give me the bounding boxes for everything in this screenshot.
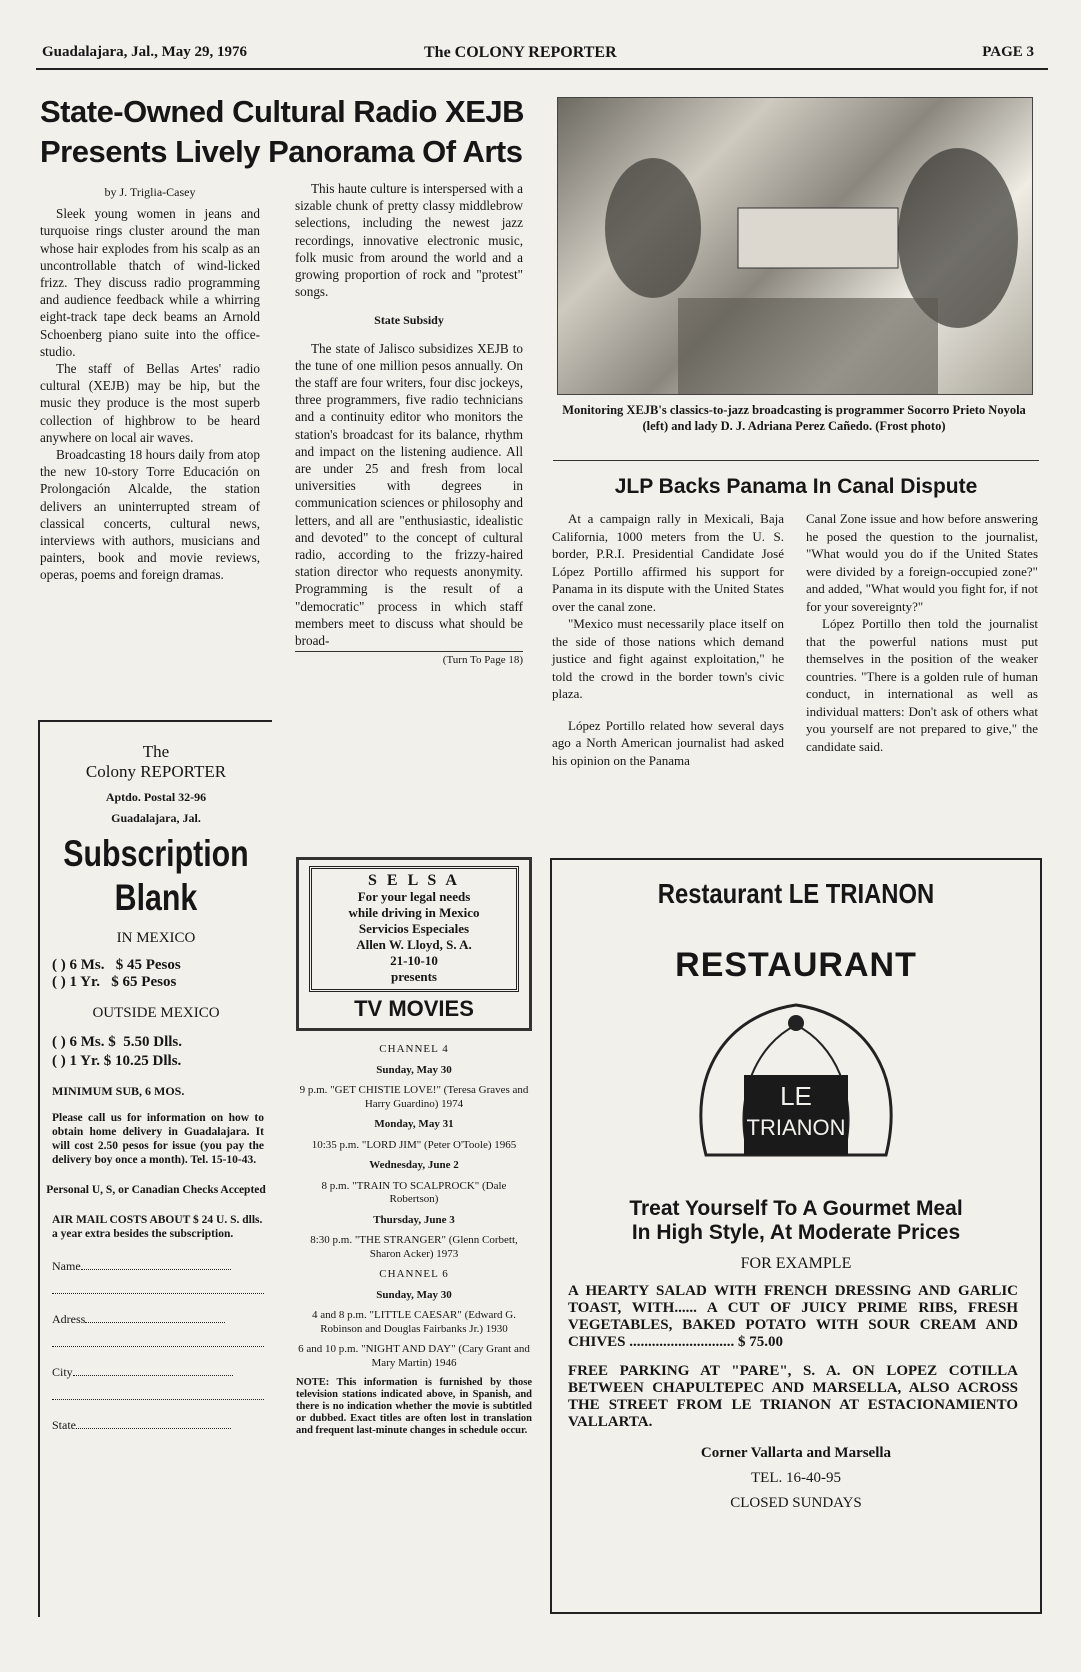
jlp-paragraph: At a campaign rally in Mexicali, Baja California, 1000 meters from the U. S. border, P.R.I. Presidential Candidate José López Portillo affirmed his support for Panama in its dispute with the United States over the canal zone. <box>552 511 784 614</box>
article-subhead: State Subsidy <box>374 313 444 328</box>
subscription-blank <box>38 720 272 1617</box>
divider <box>553 460 1039 461</box>
peacock-icon <box>666 985 926 1175</box>
sub-the: The <box>142 742 170 761</box>
restaurant-hours: CLOSED SUNDAYS <box>730 1495 862 1511</box>
article-headline: State-Owned Cultural Radio XEJB Presents Lively Panorama Of Arts <box>40 94 525 169</box>
selsa-title: S E L S A <box>368 872 460 889</box>
sub-name-line-2[interactable] <box>52 1292 264 1294</box>
sub-outside-mexico: OUTSIDE MEXICO <box>92 1005 220 1021</box>
jlp-paragraph: López Portillo then told the journalist that the powerful nations must put themselves in the position of the weaker countries. "There is a golden rule of human conduct, in international as well as individual matters: Don't ask of others what you yourself are not prepared to give," the candidate said. <box>806 616 1038 754</box>
article-photo <box>557 97 1033 395</box>
tv-date: Monday, May 31 <box>374 1118 454 1130</box>
sub-minimum: MINIMUM SUB, 6 MOS. <box>52 1084 185 1098</box>
tv-movie: 8:30 p.m. "THE STRANGER" (Glenn Corbett, Sharon Acker) 1973 <box>310 1234 518 1260</box>
article-paragraph: The staff of Bellas Artes' radio cultural (XEJB) may be hip, but the music they produce is the most superb collection of highbrow to be heard anywhere on local air waves. <box>40 361 260 445</box>
sub-paper-name: Colony REPORTER <box>85 762 227 781</box>
selsa-frame <box>296 857 532 1031</box>
sub-city-line-2[interactable] <box>52 1398 264 1400</box>
sub-state-field[interactable] <box>52 1418 264 1433</box>
tv-date: Thursday, June 3 <box>373 1213 455 1226</box>
sub-name-field[interactable] <box>52 1259 264 1274</box>
tv-date: Wednesday, June 2 <box>369 1159 459 1171</box>
sub-delivery-info: Please call us for information on how to obtain home delivery in Guadalajara. It will cost 2.50 pesos for issue (you pay the delivery boy once a month). Tel. 15-10-43. <box>52 1112 264 1166</box>
article-jump-line: (Turn To Page 18) <box>295 651 523 669</box>
sub-option-6m-intl[interactable]: ( ) 6 Ms. $ 5.50 Dlls. <box>52 1034 182 1050</box>
tv-channel: CHANNEL 6 <box>379 1268 449 1280</box>
article-column-1 <box>40 184 260 584</box>
page-header <box>36 42 1048 70</box>
selsa-line: For your legal needs <box>357 889 471 904</box>
tv-movie: 6 and 10 p.m. "NIGHT AND DAY" (Cary Grant and Mary Martin) 1946 <box>298 1343 530 1369</box>
tv-movies-ad <box>296 857 532 1607</box>
tv-date: Sunday, May 30 <box>376 1063 452 1076</box>
restaurant-name: Restaurant LE TRIANON <box>657 878 935 909</box>
sub-address-line-2[interactable] <box>52 1345 264 1347</box>
sub-airmail: AIR MAIL COSTS ABOUT $ 24 U. S. dlls. a year extra besides the subscription. <box>52 1214 263 1240</box>
photo-caption: Monitoring XEJB's classics-to-jazz broadcasting is programmer Socorro Prieto Noyola (left) and lady D. J. Adriana Perez Cañedo. (Frost photo) <box>562 403 1026 433</box>
tv-channel: CHANNEL 4 <box>379 1043 449 1055</box>
peacock-logo <box>666 985 926 1175</box>
sub-option-1y-intl[interactable]: ( ) 1 Yr. $ 10.25 Dlls. <box>52 1053 182 1069</box>
article-paragraph: This haute culture is interspersed with a sizable chunk of pretty classy middlebrow selections, including the newest jazz recordings, innovative electronic music, folk music from around the world and a growing proportion of rock and "protest" songs. <box>295 181 523 300</box>
jlp-paragraph: "Mexico must necessarily place itself on the side of those nations which demand justice and fight against exploitation," he told the crowd in the border town's civic plaza. <box>552 616 784 701</box>
person-left-silhouette <box>605 158 701 298</box>
selsa-line: Servicios Especiales <box>358 921 470 936</box>
sub-city: Guadalajara, Jal. <box>111 811 201 825</box>
selsa-line: while driving in Mexico <box>348 905 480 920</box>
logo-le: LE <box>780 1081 812 1111</box>
restaurant-example: FOR EXAMPLE <box>740 1255 852 1272</box>
sub-in-mexico: IN MEXICO <box>116 930 196 946</box>
selsa-line: Allen W. Lloyd, S. A. <box>356 937 472 952</box>
desk <box>678 298 938 394</box>
sub-title: Subscription Blank <box>63 833 249 918</box>
restaurant-ad <box>550 858 1042 1614</box>
sub-address-field[interactable] <box>52 1312 264 1327</box>
sub-city-field[interactable] <box>52 1365 264 1380</box>
sub-option-1y-mx[interactable]: ( ) 1 Yr. $ 65 Pesos <box>52 974 177 990</box>
logo-trianon: TRIANON <box>746 1115 846 1140</box>
restaurant-menu: A HEARTY SALAD WITH FRENCH DRESSING AND GARLIC TOAST, WITH...... A CUT OF JUICY PRIME RIBS, FRESH VEGETABLES, BAKED POTATO WITH SOUR CREAM AND CHIVES ............................ $ 75.00 <box>568 1283 1018 1350</box>
article-paragraph: Broadcasting 18 hours daily from atop the new 10-story Torre Educación on Prolongación Alcalde, the station delivers an uninterrupted stream of classical concerts, cultural news, interviews with authors, musicians and painters, book and movie reviews, operas, poems and foreign dramas. <box>40 447 260 583</box>
restaurant-tagline-1: Treat Yourself To A Gourmet Meal <box>629 1197 963 1220</box>
tv-listings <box>296 1043 532 1437</box>
jlp-paragraph: López Portillo related how several days ago a North American journalist had asked his opinion on the Panama <box>552 717 784 768</box>
jlp-headline: JLP Backs Panama In Canal Dispute <box>614 475 978 498</box>
article-paragraph: Sleek young women in jeans and turquoise rings cluster around the man whose hair explodes from his scalp as an uncontrollable thatch of wind-licked frizz. They discuss radio programming and audience feedback while a whirring eight-track tape deck beams an Arnold Schoenberg piano suite into the office-studio. <box>40 206 260 359</box>
restaurant-parking: FREE PARKING AT "PARE", S. A. ON LOPEZ COTILLA BETWEEN CHAPULTEPEC AND MARSELLA, ALSO ACROSS THE STREET FROM LE TRIANON AT ESTACIONAMIENTO VALLARTA. <box>568 1363 1018 1430</box>
restaurant-location: Corner Vallarta and Marsella <box>700 1445 892 1461</box>
jlp-column-2 <box>806 510 1038 755</box>
selsa-sponsor-box <box>309 866 519 992</box>
tv-movie: 4 and 8 p.m. "LITTLE CAESAR" (Edward G. Robinson and Douglas Fairbanks Jr.) 1930 <box>312 1309 516 1335</box>
article-column-2 <box>295 180 523 669</box>
jlp-column-1 <box>552 510 784 769</box>
header-page-number: PAGE 3 <box>982 44 1034 60</box>
article-byline: by J. Triglia-Casey <box>104 185 196 199</box>
logo-restaurant-word: RESTAURANT <box>675 946 917 984</box>
sub-city-label: City <box>52 1365 73 1379</box>
sub-checks: Personal U, S, or Canadian Checks Accepted <box>46 1184 266 1196</box>
header-date: Guadalajara, Jal., May 29, 1976 <box>42 44 247 60</box>
restaurant-phone: TEL. 16-40-95 <box>751 1470 841 1486</box>
sub-name-label: Name <box>52 1259 81 1273</box>
sub-option-6m-mx[interactable]: ( ) 6 Ms. $ 45 Pesos <box>52 957 181 973</box>
selsa-line: presents <box>391 969 437 984</box>
photo-illustration <box>558 98 1032 394</box>
tv-movie: 8 p.m. "TRAIN TO SCALPROCK" (Dale Robertson) <box>321 1179 507 1205</box>
mixing-console <box>738 208 898 268</box>
tv-date: Sunday, May 30 <box>376 1288 452 1301</box>
tv-movie: 9 p.m. "GET CHISTIE LOVE!" (Teresa Graves and Harry Guardino) 1974 <box>299 1084 529 1110</box>
sub-state-label: State <box>52 1418 76 1432</box>
tv-movies-title: TV MOVIES <box>354 996 474 1021</box>
sub-address: Aptdo. Postal 32-96 <box>105 790 207 804</box>
selsa-line: 21-10-10 <box>390 953 438 968</box>
jlp-paragraph: Canal Zone issue and how before answering he posed the question to the journalist, "What would you do if the United States were divided by a foreign-occupied zone?" and added, "What would you fight for, if not for your sovereignty?" <box>806 511 1038 614</box>
restaurant-tagline-2: In High Style, At Moderate Prices <box>631 1221 961 1244</box>
article-paragraph: The state of Jalisco subsidizes XEJB to the tune of one million pesos annually. On the staff are four writers, four disc jockeys, three programmers, five radio technicians and a continuity editor who monitors the station's broadcast for its balance, rhythm and impact on the listening audience. All are under 25 and fresh from local universities with degrees in communication sciences or philosophy and letters, and all are "enthusiastic, idealistic and devoted" to the concept of cultural radio, according to the frizzy-haired station director who requests anonymity. Programming is the result of a "democratic" process in which staff members meet to discuss what should be broad- <box>295 340 523 649</box>
sub-adress-label: Adress <box>52 1312 86 1326</box>
header-paper-name: The COLONY REPORTER <box>424 44 617 61</box>
tv-note: NOTE: This information is furnished by those television stations indicated above, in Spanish, and there is no indication whether the movie is subtitled or dubbed. Exact titles are often lost in translation and frequent last-minute changes in schedule occur. <box>296 1377 532 1436</box>
tv-movie: 10:35 p.m. "LORD JIM" (Peter O'Toole) 1965 <box>311 1138 517 1151</box>
